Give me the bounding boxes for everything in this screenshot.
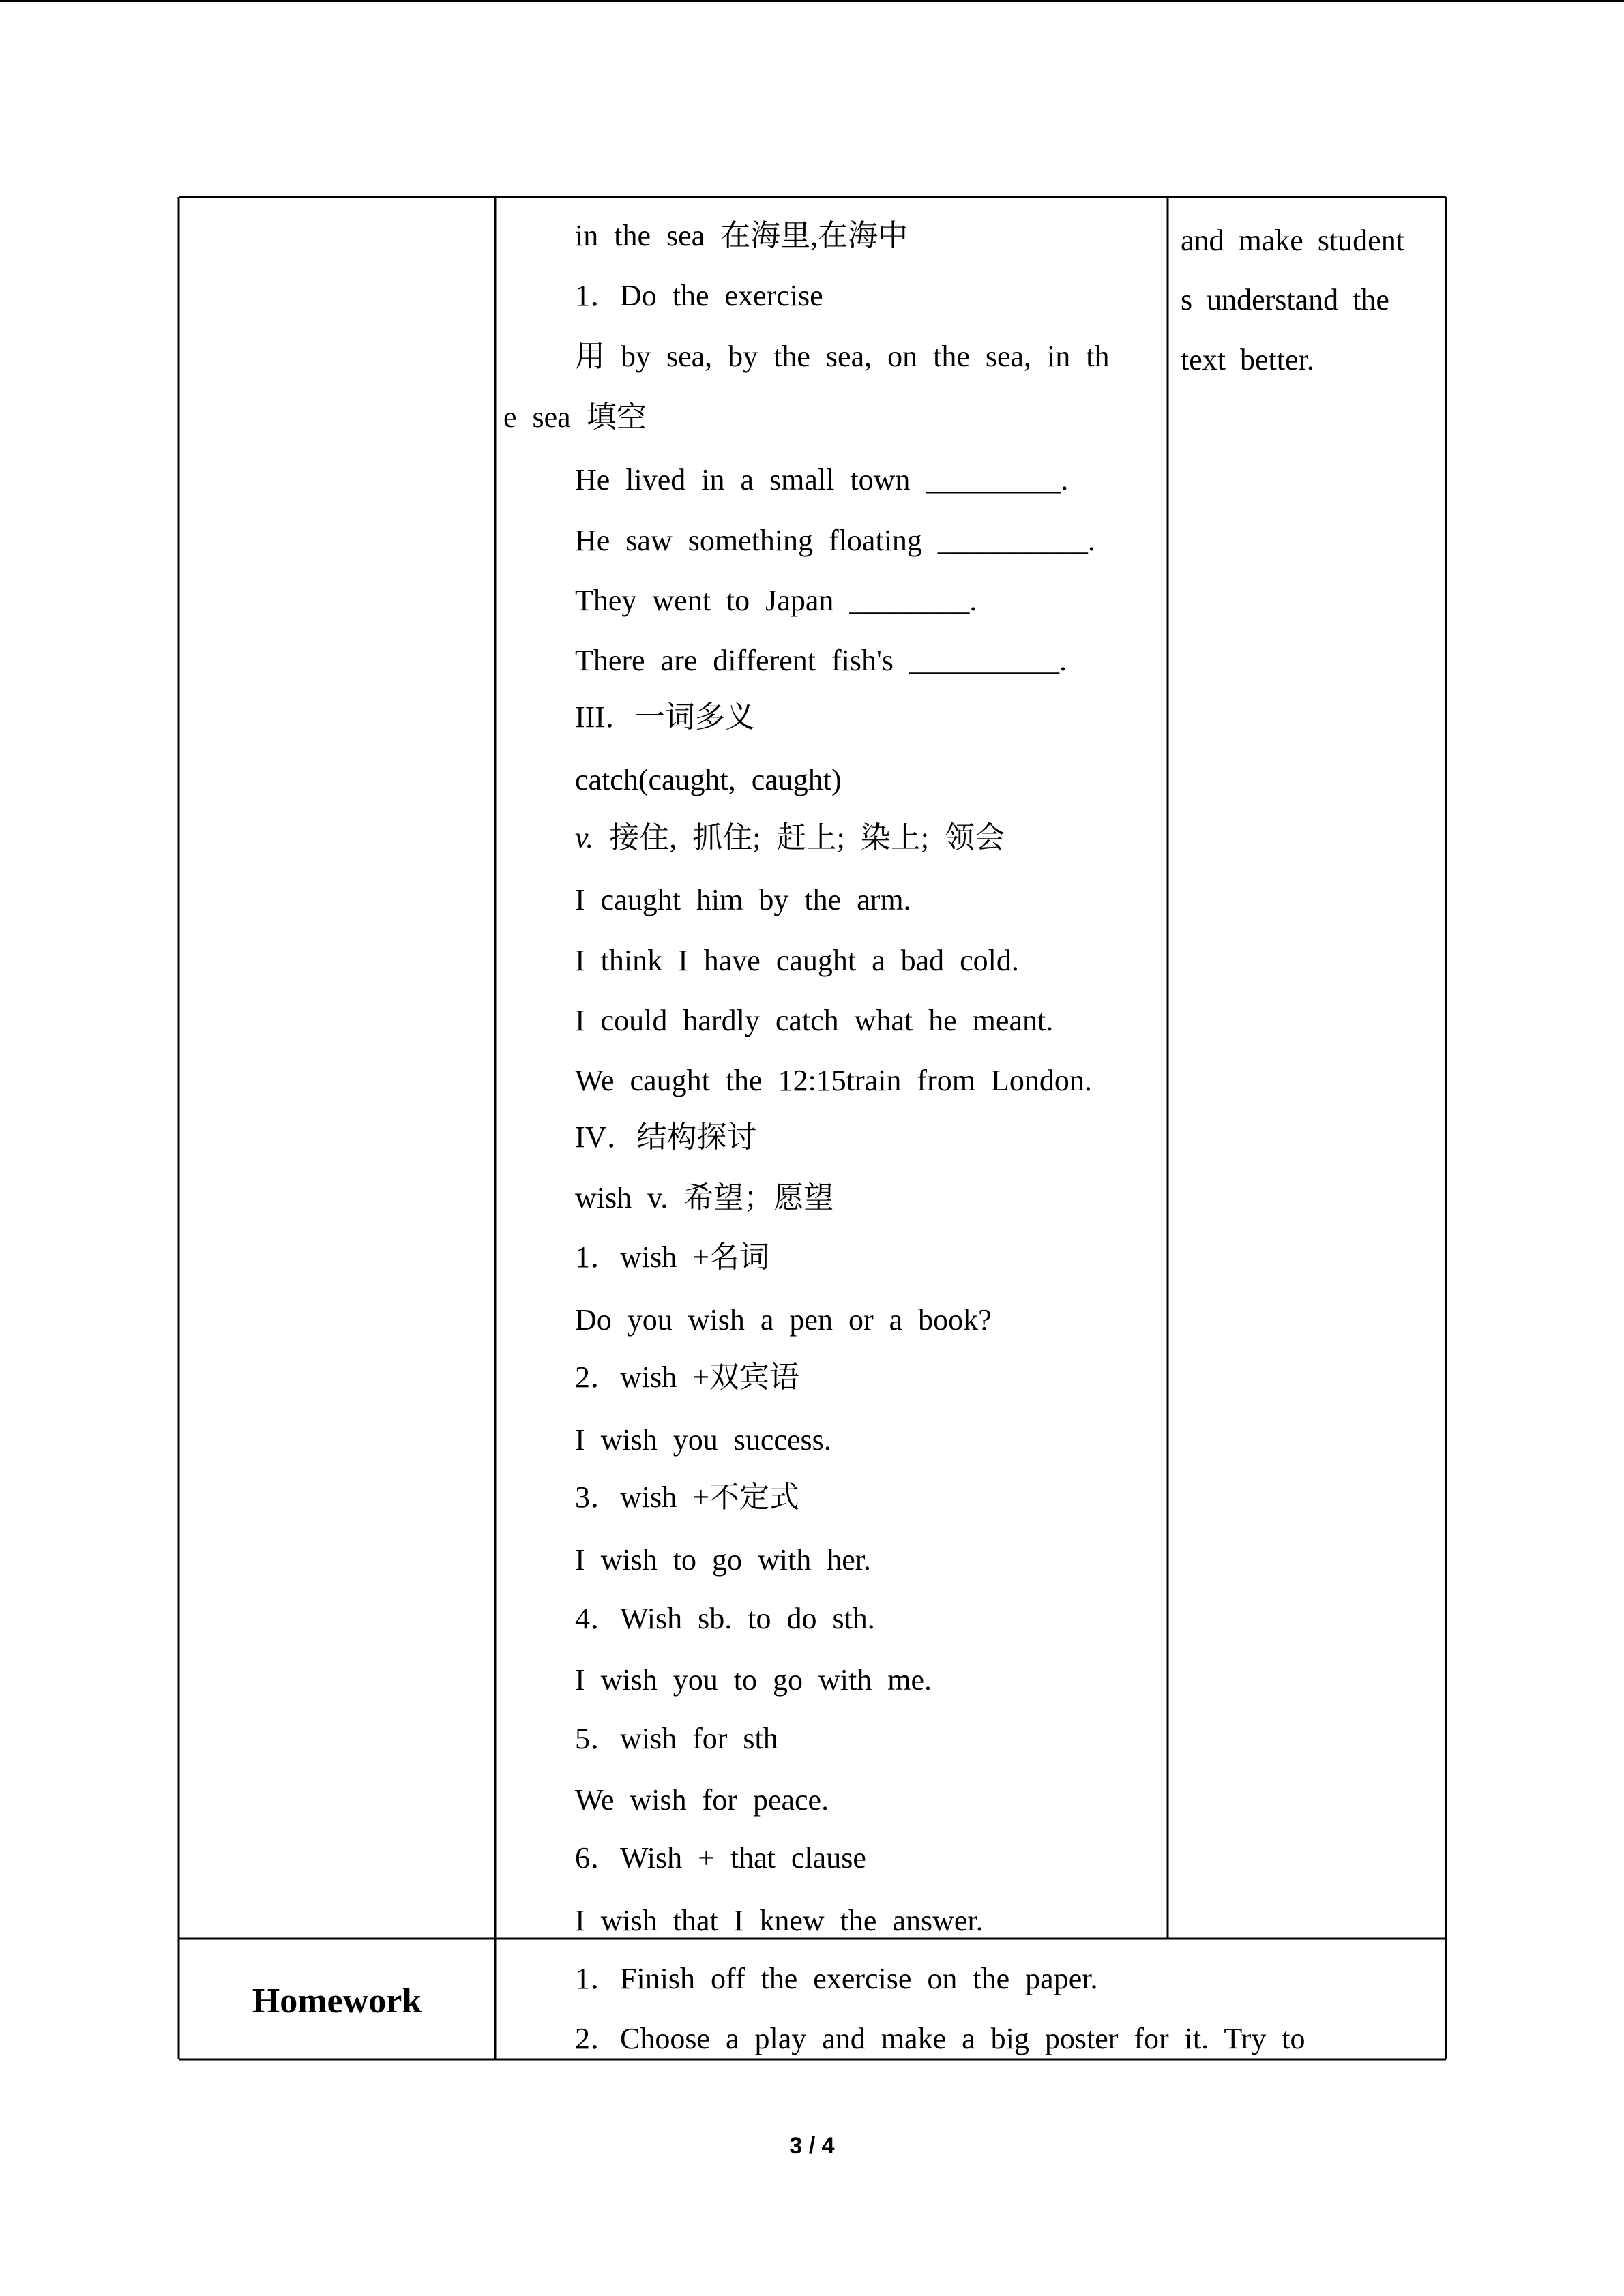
content-line: 6．Wish + that clause bbox=[575, 1841, 866, 1875]
content-line: They went to Japan ________. bbox=[575, 584, 977, 617]
content-line: Do you wish a pen or a book? bbox=[575, 1303, 992, 1337]
content-line: e sea 填空 bbox=[503, 400, 647, 434]
content-line: I wish you success. bbox=[575, 1423, 831, 1457]
page-number: 3 / 4 bbox=[789, 2133, 835, 2159]
meanings: 接住, 抓住; 赶上; 染上; 领会 bbox=[609, 821, 1005, 854]
content-line: We caught the 12:15train from London. bbox=[575, 1064, 1092, 1097]
content-line: 1．wish +名词 bbox=[575, 1240, 769, 1274]
content-line: IV．结构探讨 bbox=[575, 1120, 757, 1154]
content-line: I caught him by the arm. bbox=[575, 883, 911, 916]
content-line: He saw something floating __________. bbox=[575, 524, 1095, 557]
content-line: catch(caught, caught) bbox=[575, 763, 842, 796]
content-line: 1．Do the exercise bbox=[575, 279, 823, 312]
content-line bbox=[575, 820, 1243, 856]
homework-line: 2．Choose a play and make a big poster for it. Try to bbox=[575, 2022, 1305, 2055]
content-line: I wish you to go with me. bbox=[575, 1663, 932, 1697]
content-line: I could hardly catch what he meant. bbox=[575, 1004, 1054, 1037]
homework-line: 1．Finish off the exercise on the paper. bbox=[575, 1962, 1098, 1995]
content-line: I wish that I knew the answer. bbox=[575, 1904, 984, 1937]
homework-label: Homework bbox=[252, 1982, 422, 2021]
content-line: wish v. 希望；愿望 bbox=[575, 1181, 834, 1214]
note-line: and make student bbox=[1181, 224, 1404, 257]
content-line: We wish for peace. bbox=[575, 1783, 829, 1817]
content-line: I wish to go with her. bbox=[575, 1543, 871, 1577]
content-line: There are different fish's __________. bbox=[575, 644, 1067, 677]
content-line: 4．Wish sb. to do sth. bbox=[575, 1602, 875, 1635]
content-line: I think I have caught a bad cold. bbox=[575, 944, 1019, 977]
content-line: 3．wish +不定式 bbox=[575, 1480, 799, 1514]
content-line: 2．wish +双宾语 bbox=[575, 1360, 799, 1394]
part-of-speech: v. bbox=[575, 821, 594, 854]
content-line: III．一词多义 bbox=[575, 700, 755, 734]
note-line: text better. bbox=[1181, 343, 1314, 376]
content-line: in the sea 在海里,在海中 bbox=[575, 219, 909, 252]
content-line: He lived in a small town _________. bbox=[575, 463, 1069, 496]
content-line: 5．wish for sth bbox=[575, 1722, 778, 1755]
content-line: 用 by sea, by the sea, on the sea, in th bbox=[575, 340, 1110, 373]
note-line: s understand the bbox=[1181, 283, 1389, 316]
